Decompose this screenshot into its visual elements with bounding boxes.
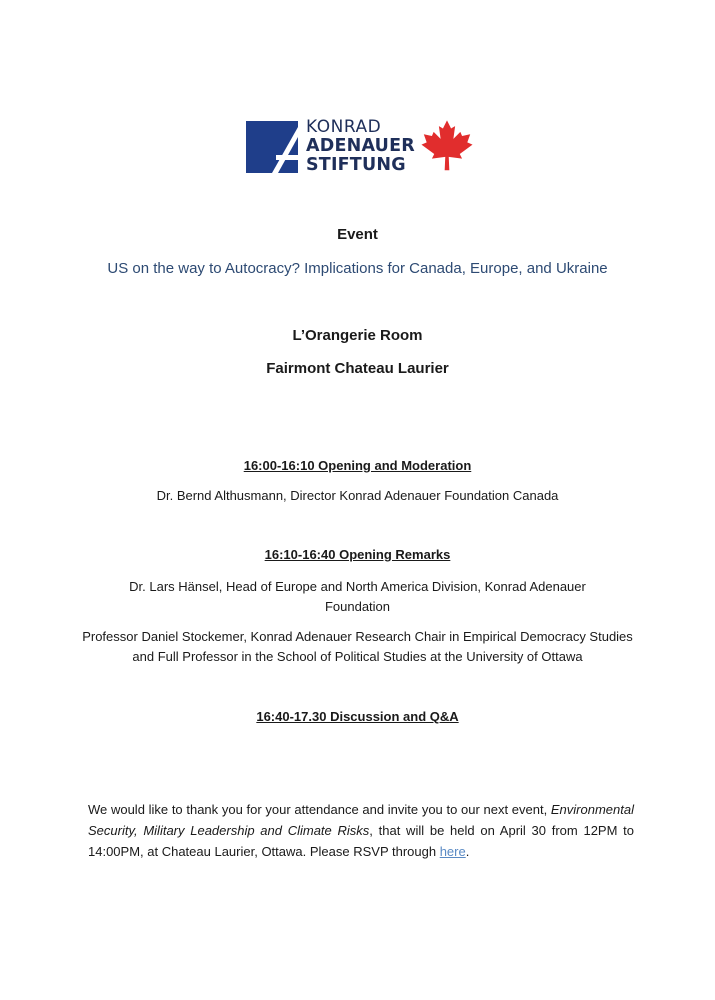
schedule-speaker-stockemer: Professor Daniel Stockemer, Konrad Adenauer Research Chair in Empirical Democracy Studies and Full Professor in the School of Political Studies at the University of Ottawa [82, 629, 633, 664]
venue-room: L’Orangerie Room [292, 327, 423, 344]
kas-logo-wordmark [306, 118, 415, 175]
closing-end: . [465, 844, 470, 859]
event-label: Event [337, 226, 378, 243]
closing-paragraph [88, 799, 634, 862]
logo-line-konrad: KONRAD [306, 117, 382, 137]
kas-logo-mark-icon [246, 121, 298, 173]
schedule-speaker-althusmann: Dr. Bernd Althusmann, Director Konrad Adenauer Foundation Canada [156, 488, 559, 503]
logo-line-adenauer: ADENAUER [306, 136, 415, 156]
kas-logo [246, 116, 478, 178]
maple-leaf-icon [418, 118, 476, 176]
logo-line-stiftung: STIFTUNG [306, 155, 406, 175]
rsvp-link[interactable]: here [439, 844, 466, 859]
next-event-title: Environmental Security, Military Leadership and Climate Risks [88, 802, 634, 838]
closing-details: , that will be held on April 30 from 12PM to 14:00PM, at Chateau Laurier, Ottawa. Please RSVP through [88, 823, 634, 859]
schedule-heading-remarks: 16:10-16:40 Opening Remarks [264, 547, 451, 562]
schedule-speaker-haensel: Dr. Lars Hänsel, Head of Europe and North America Division, Konrad Adenauer Foundation [129, 579, 586, 614]
schedule-heading-opening: 16:00-16:10 Opening and Moderation [243, 458, 472, 473]
schedule-heading-discussion: 16:40-17.30 Discussion and Q&A [256, 709, 459, 724]
venue-hotel: Fairmont Chateau Laurier [266, 360, 449, 377]
event-title: US on the way to Autocracy? Implications for Canada, Europe, and Ukraine [107, 260, 608, 277]
closing-intro: We would like to thank you for your attendance and invite you to our next event, [88, 802, 551, 817]
